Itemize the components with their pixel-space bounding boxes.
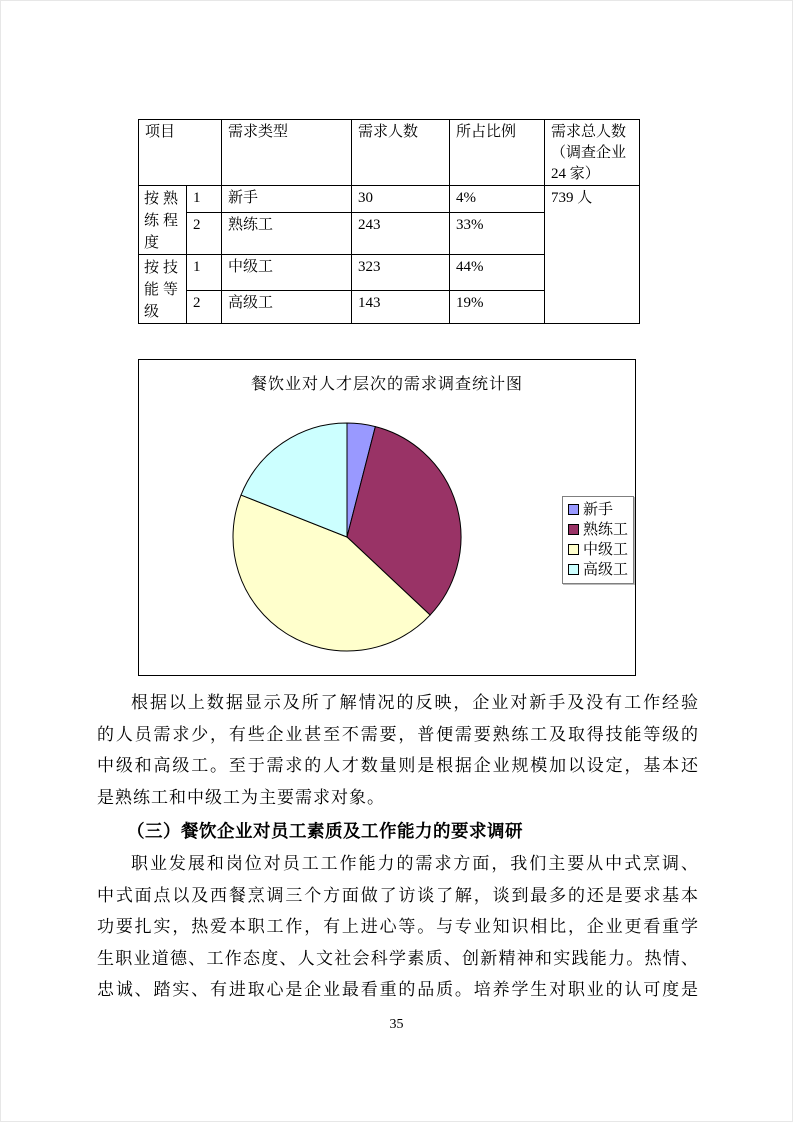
paragraph-line: 中式面点以及西餐烹调三个方面做了访谈了解，谈到最多的还是要求基本 [97, 885, 699, 905]
legend-item [568, 500, 629, 520]
cell-count: 323 [352, 255, 450, 291]
legend-swatch-icon [568, 524, 579, 535]
paragraph-line: 生职业道德、工作态度、人文社会科学素质、创新精神和实践能力。热情、 [97, 948, 699, 968]
row-num: 1 [187, 255, 222, 291]
header-demand-type: 需求类型 [222, 120, 352, 186]
group-label-skill-level: 按技能等级 [139, 255, 187, 324]
paragraph-line: 是熟练工和中级工为主要需求对象。 [97, 787, 385, 807]
row-num: 2 [187, 212, 222, 254]
cell-count: 243 [352, 212, 450, 254]
header-demand-count: 需求人数 [352, 120, 450, 186]
header-project: 项目 [139, 120, 222, 186]
legend-swatch-icon [568, 544, 579, 555]
legend-item [568, 520, 629, 540]
row-num: 1 [187, 186, 222, 213]
legend-swatch-icon [568, 504, 579, 515]
header-percentage: 所占比例 [450, 120, 545, 186]
table-header-row [139, 120, 640, 186]
cell-pct: 19% [450, 291, 545, 324]
cell-type: 中级工 [222, 255, 352, 291]
cell-count: 30 [352, 186, 450, 213]
row-num: 2 [187, 291, 222, 324]
demand-table [138, 119, 640, 324]
table-row [139, 186, 640, 213]
page-number: 35 [389, 1017, 404, 1032]
legend-label: 新手 [583, 502, 614, 518]
legend-label: 熟练工 [583, 522, 629, 538]
paragraph-line: 中级和高级工。至于需求的人才数量则是根据企业规模加以设定，基本还 [97, 756, 699, 775]
legend-item [568, 560, 629, 580]
paragraph-line: 职业发展和岗位对员工工作能力的需求方面，我们主要从中式烹调、 [131, 854, 699, 873]
cell-total: 739 人 [545, 186, 640, 324]
cell-pct: 44% [450, 255, 545, 291]
section-heading: （三）餐饮企业对员工素质及工作能力的要求调研 [127, 821, 523, 841]
paragraph-1 [97, 687, 699, 813]
paragraph-2 [97, 848, 699, 1006]
paragraph-line: 根据以上数据显示及所了解情况的反映，企业对新手及没有工作经验 [131, 693, 699, 712]
cell-count: 143 [352, 291, 450, 324]
cell-pct: 4% [450, 186, 545, 213]
paragraph-line: 功要扎实，热爱本职工作，有上进心等。与专业知识相比，企业更看重学 [97, 917, 699, 936]
header-total: 需求总人数（调查企业 24 家） [545, 120, 640, 186]
cell-type: 高级工 [222, 291, 352, 324]
group-label-proficiency: 按熟练程度 [139, 186, 187, 255]
chart-legend [562, 496, 634, 584]
chart-title: 餐饮业对人才层次的需求调查统计图 [250, 376, 523, 393]
cell-type: 新手 [222, 186, 352, 213]
legend-label: 高级工 [583, 562, 629, 578]
legend-label: 中级工 [583, 542, 629, 558]
cell-type: 熟练工 [222, 212, 352, 254]
cell-pct: 33% [450, 212, 545, 254]
paragraph-line: 的人员需求少，有些企业甚至不需要，普便需要熟练工及取得技能等级的 [97, 724, 699, 744]
legend-item [568, 540, 629, 560]
paragraph-line: 忠诚、踏实、有进取心是企业最看重的品质。培养学生对职业的认可度是 [97, 980, 699, 999]
pie-chart-frame [138, 359, 636, 676]
legend-swatch-icon [568, 564, 579, 575]
